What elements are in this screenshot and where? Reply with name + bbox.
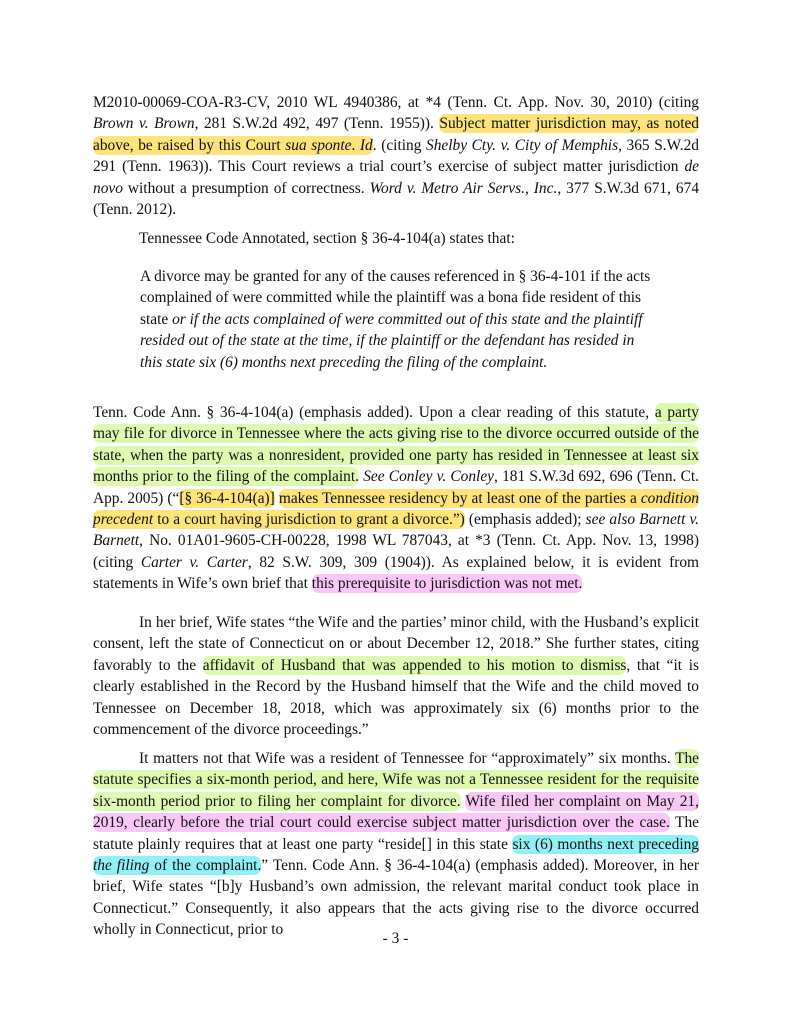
statute-block-quote [140,266,660,373]
text-span: . (citing [372,136,427,154]
text-span: , No. 01A01-9605-CH-00228, 1998 WL 787043, at *3 (Tenn. Ct. App. Nov. 13, 1998) (citing [93,532,699,571]
text-span: , 82 S.W. 309, 309 (1904)). As explained below, it is evident from statements in Wife’s own brief that [93,553,699,593]
text-span: Tenn. Code Ann. § 36-4-104(a) (emphasis added). Upon a clear reading of this statute, [93,404,655,421]
paragraph-wife-brief [93,612,699,740]
paragraph-residency-conclusion [93,748,699,941]
quote-text: A divorce may be granted for any of the causes referenced in § 36-4-101 if the acts complained of were committed while the plaintiff was a bona fide resident of this state [140,268,651,328]
text-span: , 281 S.W.2d 492, 497 (Tenn. 1955)). [194,115,440,133]
quote-emphasis: or if the acts complained of were committed out of this state and the plaintiff resided out of the state at the time, if the plaintiff or the defendant has resided in this state six (6) months next preceding the filing of the complaint. [140,310,643,371]
highlight-green: The statute specifies a six-month period, and here, Wife was not a Tennessee resident for the requisite six-month period prior to filing her complaint for divorce. [93,750,699,810]
case-citation: Shelby Cty. v. City of Memphis [426,136,619,154]
case-citation: see also Barnett v. Barnett [93,511,699,550]
text-span: It matters not that Wife was a resident of Tennessee for “approximately” six months. [139,750,676,767]
paragraph-statute-analysis [93,402,699,595]
text-span: The statute plainly requires that at least one party “reside[] in this state [93,814,699,853]
text-span: (emphasis added); [464,511,586,529]
highlight-green: affidavit of Husband that was appended to his motion to dismiss [202,656,627,674]
text-span: , 365 S.W.2d 291 (Tenn. 1963)). This Court reviews a trial court’s exercise of subject matter jurisdiction [93,136,700,176]
highlight-yellow: [§ 36-4-104(a)] [179,489,275,507]
paragraph-statute-intro [93,228,699,249]
highlight-cyan: six (6) months next preceding the filing of the complaint. [93,835,699,875]
text-span: In her brief, Wife states “the Wife and the parties’ minor child, with the Husband’s explicit consent, left the state of Connecticut on or about December 12, 2018.” She further states, citing favorably to the [93,614,699,674]
highlight-pink: this prerequisite to jurisdiction was not met. [311,575,583,593]
text-span: M2010-00069-COA-R3-CV, 2010 WL 4940386, at *4 (Tenn. Ct. App. Nov. 30, 2010) (citing [93,94,699,111]
case-citation: See Conley v. Conley [363,468,494,486]
case-citation: Word v. Metro Air Servs., Inc. [369,179,558,197]
text-span: without a presumption of correctness. [122,179,370,197]
text-span: , 181 S.W.3d 692, 696 (Tenn. Ct. App. 2005) (“ [93,468,699,507]
text-span: Tennessee Code Annotated, section § 36-4-104(a) states that: [139,230,515,247]
case-citation: Carter v. Carter [140,553,248,571]
highlight-yellow: makes Tennessee residency by at least one of the parties a condition precedent to a court having jurisdiction to grant a divorce.”) [93,489,699,529]
text-span: , that “it is clearly established in the Record by the Husband himself that the Wife and the child moved to Tennessee on December 18, 2018, which was approximately six (6) months prior to the commencement of the divorce proceedings.” [93,656,699,739]
latin-term: de novo [93,158,699,197]
text-span: , 377 S.W.3d 671, 674 (Tenn. 2012). [93,179,700,219]
highlight-green: a party may file for divorce in Tennessee where the acts giving rise to the divorce occurred outside of the state, when the party was a nonresident, provided one party has resided in Tennessee at least six months prior to the filing of the complaint. [93,404,699,486]
case-citation: Brown v. Brown [93,115,195,133]
highlight-pink: Wife filed her complaint on May 21, 2019, clearly before the trial court could exercise subject matter jurisdiction over the case. [93,792,699,832]
paragraph-jurisdiction-standard [93,92,699,220]
text-span: ” Tenn. Code Ann. § 36-4-104(a) (emphasis added). Moreover, in her brief, Wife states “[b]y Husband’s own admission, the relevant marital conduct took place in Connecticut.” Consequently, it also appears that the acts giving rise to the divorce occurred wholly in Connecticut, prior to [93,857,700,939]
page-number: - 3 - [382,930,409,947]
highlight-yellow: Subject matter jurisdiction may, as noted above, be raised by this Court sua sponte. Id [93,115,700,154]
